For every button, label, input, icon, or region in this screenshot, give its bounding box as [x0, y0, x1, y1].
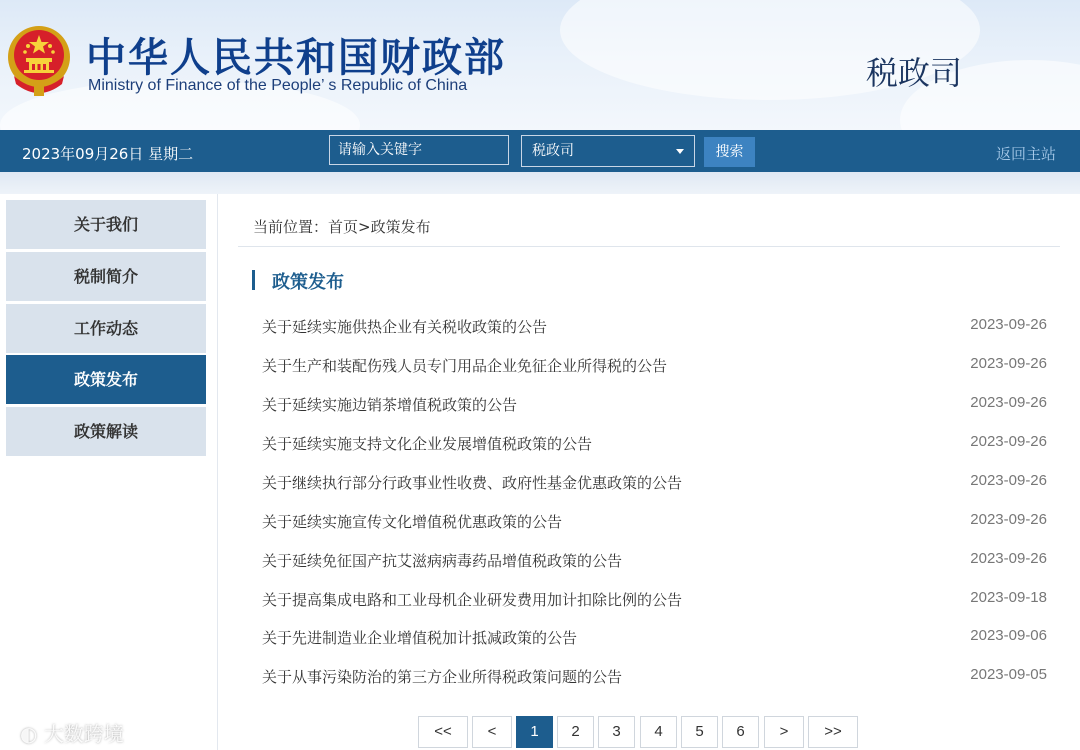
pagination-prev-button[interactable]: < — [472, 716, 512, 748]
list-item[interactable] — [262, 429, 1052, 459]
list-item-date: 2023-09-26 — [970, 472, 1047, 489]
list-item-title[interactable]: 关于继续执行部分行政事业性收费、政府性基金优惠政策的公告 — [262, 474, 683, 492]
watermark-text: 大数跨境 — [43, 722, 124, 746]
list-item-date: 2023-09-18 — [970, 589, 1047, 606]
list-item-title[interactable]: 关于延续免征国产抗艾滋病病毒药品增值税政策的公告 — [262, 552, 623, 570]
sidebar-item-tax-system[interactable]: 税制简介 — [6, 252, 206, 301]
list-item[interactable] — [262, 507, 1052, 537]
search-scope-select[interactable] — [521, 135, 695, 167]
list-item-title[interactable]: 关于先进制造业企业增值税加计抵减政策的公告 — [262, 629, 578, 647]
list-item[interactable] — [262, 312, 1052, 342]
watermark — [20, 718, 124, 747]
list-item-date: 2023-09-26 — [970, 394, 1047, 411]
current-date: 2023年09月26日 星期二 — [22, 145, 194, 163]
department-name: 税政司 — [866, 54, 963, 92]
breadcrumb-divider — [238, 246, 1060, 247]
list-item[interactable] — [262, 585, 1052, 615]
list-item[interactable] — [262, 390, 1052, 420]
list-item[interactable] — [262, 468, 1052, 498]
sidebar-item-news[interactable]: 工作动态 — [6, 304, 206, 353]
list-item-date: 2023-09-26 — [970, 433, 1047, 450]
section-title: 政策发布 — [272, 272, 344, 293]
pagination-first-button[interactable]: << — [418, 716, 468, 748]
list-item-date: 2023-09-05 — [970, 666, 1047, 683]
pagination-page-3[interactable]: 3 — [598, 716, 635, 748]
watermark-logo-icon: ◐ — [20, 722, 38, 746]
pagination-page-1[interactable]: 1 — [516, 716, 553, 748]
national-emblem-icon — [6, 24, 72, 100]
list-item-date: 2023-09-26 — [970, 316, 1047, 333]
sidebar-item-about[interactable]: 关于我们 — [6, 200, 206, 249]
list-item[interactable] — [262, 623, 1052, 653]
pagination-last-button[interactable]: >> — [808, 716, 858, 748]
breadcrumb: 当前位置：首页>政策发布 — [253, 218, 431, 236]
search-button[interactable]: 搜索 — [704, 137, 755, 167]
list-item-title[interactable]: 关于生产和装配伤残人员专门用品企业免征企业所得税的公告 — [262, 357, 668, 375]
site-title-en: Ministry of Finance of the People’ s Republic of China — [88, 77, 468, 94]
list-item[interactable] — [262, 351, 1052, 381]
list-item-date: 2023-09-26 — [970, 550, 1047, 567]
pagination-next-button[interactable]: > — [764, 716, 804, 748]
list-item-title[interactable]: 关于提高集成电路和工业母机企业研发费用加计扣除比例的公告 — [262, 591, 683, 609]
pagination-page-2[interactable]: 2 — [557, 716, 594, 748]
search-input[interactable] — [329, 135, 509, 165]
list-item-title[interactable]: 关于延续实施宣传文化增值税优惠政策的公告 — [262, 513, 563, 531]
return-home-link[interactable]: 返回主站 — [996, 145, 1057, 163]
sidebar-item-policy-release[interactable]: 政策发布 — [6, 355, 206, 404]
header-divider-band — [0, 172, 1080, 194]
list-item[interactable] — [262, 546, 1052, 576]
list-item-title[interactable]: 关于延续实施支持文化企业发展增值税政策的公告 — [262, 435, 593, 453]
list-item-date: 2023-09-26 — [970, 511, 1047, 528]
list-item-date: 2023-09-06 — [970, 627, 1047, 644]
search-scope-value: 税政司 — [532, 143, 574, 159]
list-item-title[interactable]: 关于从事污染防治的第三方企业所得税政策问题的公告 — [262, 668, 623, 686]
sidebar-item-policy-interpretation[interactable]: 政策解读 — [6, 407, 206, 456]
list-item-date: 2023-09-26 — [970, 355, 1047, 372]
list-item-title[interactable]: 关于延续实施供热企业有关税收政策的公告 — [262, 318, 548, 336]
site-title-cn: 中华人民共和国财政部 — [86, 35, 506, 81]
pagination-page-5[interactable]: 5 — [681, 716, 718, 748]
section-title-marker — [252, 270, 255, 290]
pagination-page-6[interactable]: 6 — [722, 716, 759, 748]
list-item[interactable] — [262, 662, 1052, 692]
chevron-down-icon — [676, 149, 684, 154]
site-header — [0, 0, 1080, 130]
list-item-title[interactable]: 关于延续实施边销茶增值税政策的公告 — [262, 396, 518, 414]
pagination-page-4[interactable]: 4 — [640, 716, 677, 748]
